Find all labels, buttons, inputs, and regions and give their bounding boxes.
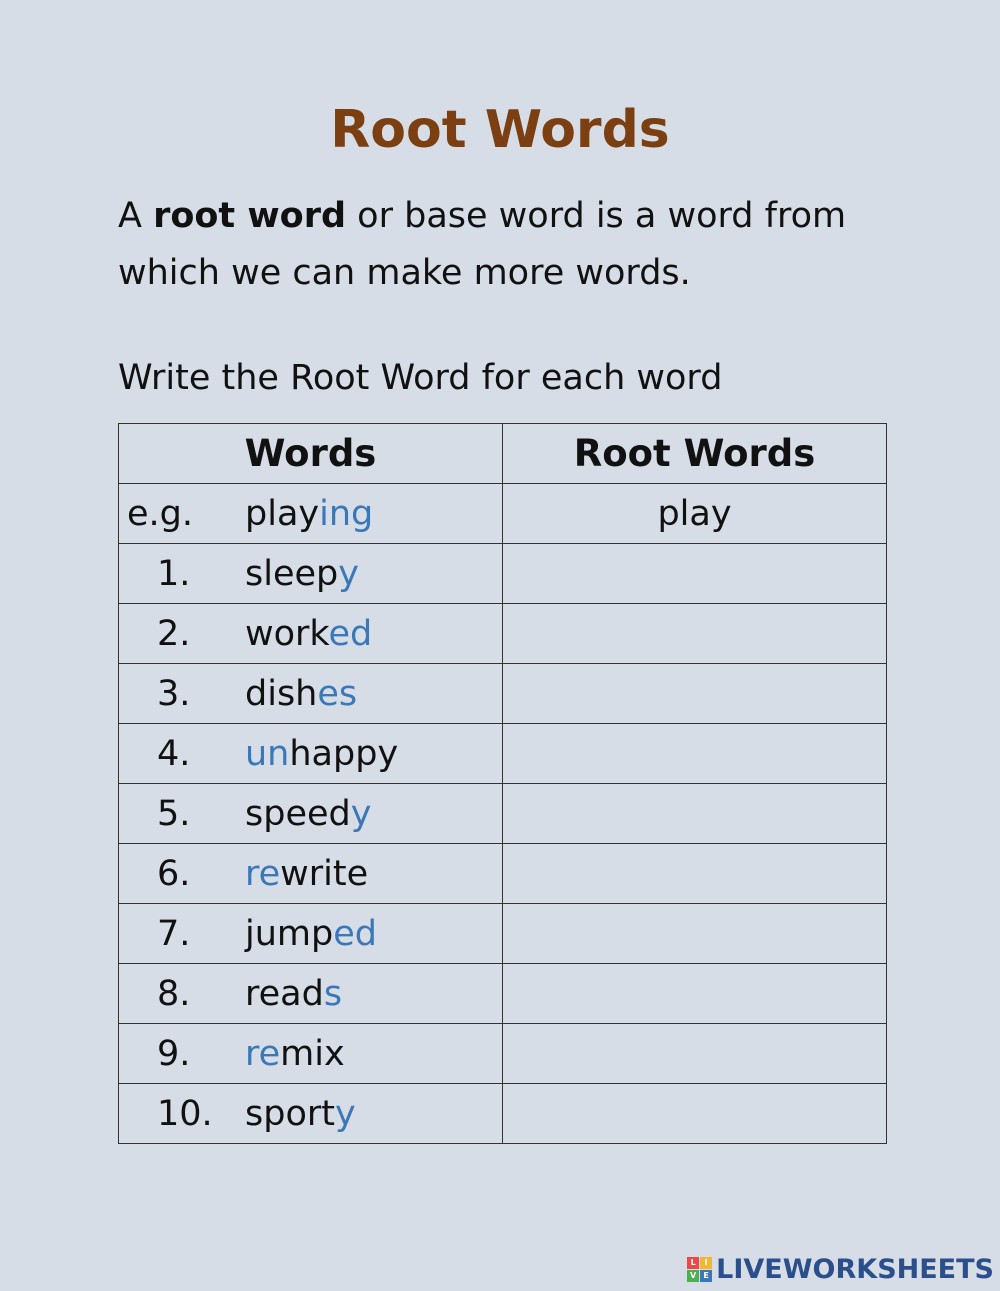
table-header-row <box>119 424 887 484</box>
table-row <box>119 664 887 724</box>
word-root-part: sport <box>245 1093 335 1134</box>
root-word-answer-field[interactable] <box>503 724 887 784</box>
table-row <box>119 1084 887 1144</box>
affix-highlight: y <box>338 553 359 594</box>
word-text <box>245 614 372 654</box>
intro-bold-term: root word <box>153 196 347 236</box>
root-word-answer-field[interactable] <box>503 604 887 664</box>
intro-prefix: A <box>118 196 154 236</box>
word-cell <box>119 604 503 664</box>
affix-highlight: un <box>245 733 290 774</box>
word-cell <box>119 844 503 904</box>
table-row <box>119 484 887 544</box>
word-cell <box>119 484 503 544</box>
root-words-table <box>118 423 887 1144</box>
root-word-answer-field[interactable] <box>503 784 887 844</box>
word-cell <box>119 1024 503 1084</box>
affix-highlight: es <box>317 673 358 714</box>
root-word-answer-field[interactable] <box>503 964 887 1024</box>
word-text <box>245 854 368 894</box>
liveworksheets-wordmark: LIVEWORKSHEETS <box>716 1253 994 1285</box>
row-number: e.g. <box>127 493 194 534</box>
word-root-part: mix <box>280 1033 345 1074</box>
word-root-part: happy <box>289 733 399 774</box>
affix-highlight: ing <box>319 493 374 534</box>
row-number: 7. <box>157 913 191 954</box>
table-row <box>119 964 887 1024</box>
word-root-part: speed <box>245 793 351 834</box>
root-word-answer-field[interactable] <box>503 664 887 724</box>
row-number: 3. <box>157 673 191 714</box>
word-root-part: dish <box>245 673 318 714</box>
page-title: Root Words <box>330 100 670 160</box>
table-row <box>119 724 887 784</box>
root-words-column-header: Root Words <box>503 424 887 484</box>
word-text <box>245 494 373 534</box>
affix-highlight: re <box>245 853 281 894</box>
root-word-answer-field[interactable] <box>503 904 887 964</box>
root-word-answer-field[interactable] <box>503 544 887 604</box>
instruction-text: Write the Root Word for each word <box>118 358 723 398</box>
word-text <box>245 1034 345 1074</box>
word-cell <box>119 904 503 964</box>
affix-highlight: ed <box>333 913 377 954</box>
row-number: 5. <box>157 793 191 834</box>
word-cell <box>119 724 503 784</box>
root-word-example: play <box>503 484 887 544</box>
row-number: 4. <box>157 733 191 774</box>
word-cell <box>119 1084 503 1144</box>
word-text <box>245 734 398 774</box>
affix-highlight: re <box>245 1033 281 1074</box>
affix-highlight: y <box>350 793 372 834</box>
root-word-answer-field[interactable] <box>503 1084 887 1144</box>
intro-text <box>118 188 878 302</box>
word-text <box>245 914 377 954</box>
word-text <box>245 1094 356 1134</box>
row-number: 10. <box>157 1093 213 1134</box>
affix-highlight: ed <box>328 613 373 654</box>
word-cell <box>119 544 503 604</box>
table-row <box>119 1024 887 1084</box>
root-word-answer-field[interactable] <box>503 844 887 904</box>
word-cell <box>119 784 503 844</box>
word-cell <box>119 964 503 1024</box>
word-cell <box>119 664 503 724</box>
table-row <box>119 784 887 844</box>
word-text <box>245 794 371 834</box>
word-root-part: read <box>245 973 324 1014</box>
row-number: 2. <box>157 613 191 654</box>
word-root-part: write <box>280 853 369 894</box>
table-row <box>119 544 887 604</box>
word-text <box>245 674 357 714</box>
root-word-answer-field[interactable] <box>503 1024 887 1084</box>
table-row <box>119 904 887 964</box>
word-text <box>245 974 342 1014</box>
table-row <box>119 604 887 664</box>
affix-highlight: y <box>334 1093 356 1134</box>
word-text <box>245 554 359 594</box>
row-number: 1. <box>157 553 191 594</box>
word-root-part: sleep <box>245 553 339 594</box>
intro-rest: or base word is a word from which we can make more words. <box>118 196 847 293</box>
liveworksheets-logo <box>687 1251 994 1287</box>
table-row <box>119 844 887 904</box>
affix-highlight: s <box>323 973 343 1014</box>
words-column-header: Words <box>119 424 503 484</box>
row-number: 8. <box>157 973 191 1014</box>
row-number: 6. <box>157 853 191 894</box>
word-root-part: jump <box>245 913 334 954</box>
row-number: 9. <box>157 1033 191 1074</box>
word-root-part: work <box>245 613 329 654</box>
word-root-part: play <box>245 493 320 534</box>
liveworksheets-mark-icon: L I V E <box>687 1257 712 1282</box>
